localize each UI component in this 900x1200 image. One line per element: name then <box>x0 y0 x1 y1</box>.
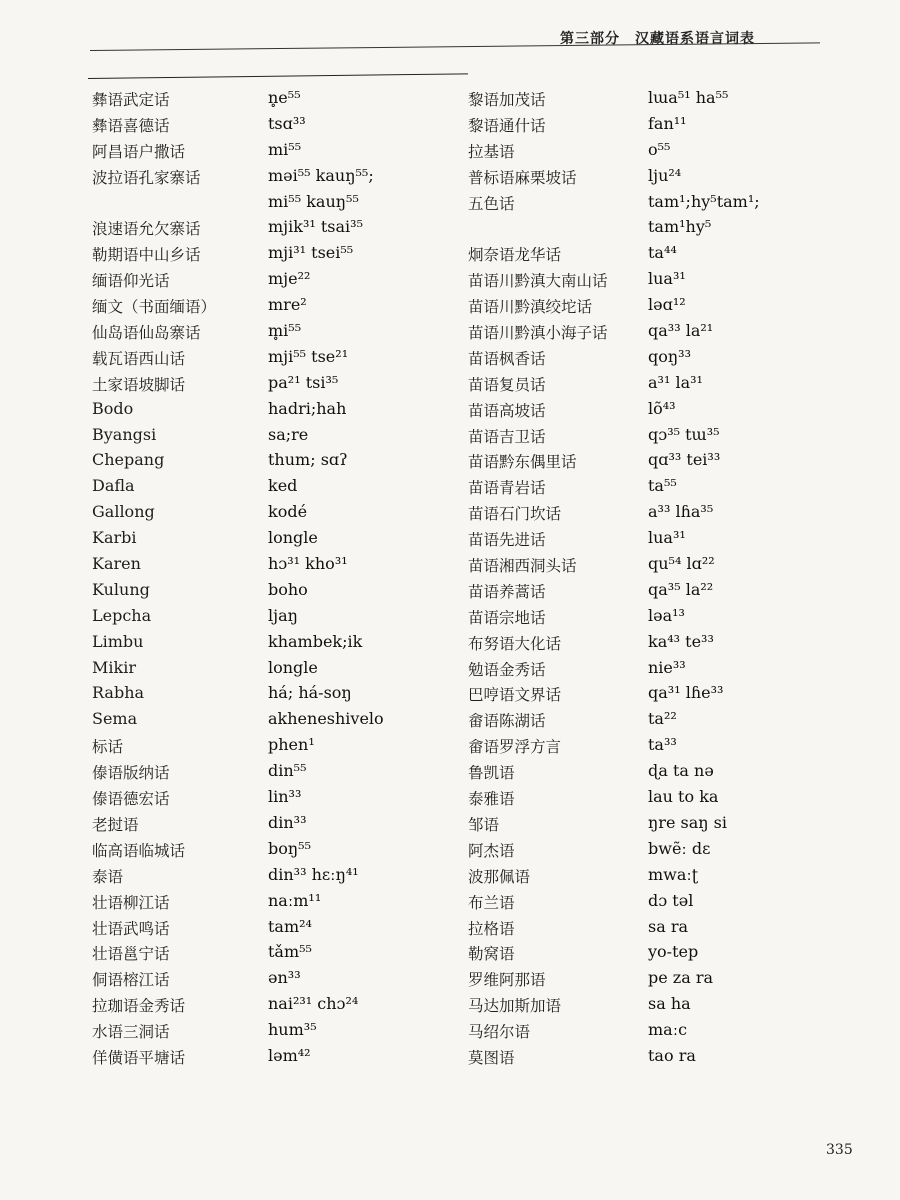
word-form: lju²⁴ <box>648 165 682 185</box>
word-list-row <box>92 114 432 140</box>
section-rule <box>88 73 468 79</box>
word-form: sa;re <box>268 424 309 444</box>
word-list-row <box>92 942 432 968</box>
word-form: qa³³ la²¹ <box>648 321 714 341</box>
word-list-row <box>92 192 432 218</box>
word-list-row <box>92 839 432 865</box>
word-form: maːc <box>648 1020 688 1040</box>
word-list-row <box>468 373 808 399</box>
word-form: ləɑ¹² <box>648 295 686 315</box>
word-list-row <box>92 373 432 399</box>
word-form: ŋre saŋ si <box>648 812 727 832</box>
word-list-row <box>468 606 808 632</box>
word-form: dɔ təl <box>648 890 694 910</box>
word-list-row <box>92 580 432 606</box>
language-name: 炯奈语龙华话 <box>468 246 562 265</box>
word-list-row <box>468 217 808 243</box>
word-form: qɑ³³ tei³³ <box>648 450 721 470</box>
language-name: 布兰语 <box>468 893 515 912</box>
word-list-row <box>468 347 808 373</box>
word-form: khambek;ik <box>268 631 363 651</box>
word-list-row <box>92 891 432 917</box>
word-list-row <box>92 425 432 451</box>
language-name: 阿杰语 <box>468 841 515 860</box>
word-list-row <box>92 528 432 554</box>
word-list-row <box>92 917 432 943</box>
word-form: mje²² <box>268 269 311 289</box>
language-name: Byangsi <box>92 424 157 444</box>
language-name: 勒窝语 <box>468 945 515 964</box>
word-form: ta²² <box>648 709 677 729</box>
word-list-row <box>92 217 432 243</box>
word-form: sa ra <box>648 916 689 936</box>
word-form: nai²³¹ chɔ²⁴ <box>268 994 359 1014</box>
word-form: thum; sɑʔ <box>268 450 348 470</box>
language-name: 壮语邕宁话 <box>92 945 170 964</box>
word-form: ked <box>268 476 298 496</box>
language-name: 苗语石门坎话 <box>468 505 562 524</box>
word-list-row <box>468 994 808 1020</box>
word-form: lau to ka <box>648 787 719 807</box>
word-form: longle <box>268 657 318 677</box>
language-name: 苗语吉卫话 <box>468 427 546 446</box>
language-name: 鲁凯语 <box>468 764 515 783</box>
word-list-row <box>92 88 432 114</box>
word-form: mre² <box>268 295 307 315</box>
language-name: 傣语德宏话 <box>92 790 170 809</box>
word-form: n̥e⁵⁵ <box>268 88 301 107</box>
word-form: lɯa⁵¹ ha⁵⁵ <box>648 88 729 107</box>
language-name: 苗语先进话 <box>468 531 546 550</box>
word-list-row <box>92 813 432 839</box>
word-form: naːm¹¹ <box>268 890 322 910</box>
word-form: tsɑ³³ <box>268 113 306 133</box>
word-list-row <box>468 658 808 684</box>
word-form: mi⁵⁵ kauŋ⁵⁵ <box>268 191 359 211</box>
word-list-row <box>468 476 808 502</box>
word-form: din³³ <box>268 812 307 832</box>
language-name: Chepang <box>92 450 165 470</box>
language-name: 苗语湘西洞头话 <box>468 557 577 576</box>
word-form: ən³³ <box>268 968 301 988</box>
word-list-row <box>92 321 432 347</box>
word-form: kodé <box>268 502 308 522</box>
word-list-row <box>468 709 808 735</box>
language-name: 缅文（书面缅语） <box>92 298 217 317</box>
language-name: 苗语高坡话 <box>468 401 546 420</box>
word-list-row <box>92 735 432 761</box>
language-name: 黎语通什话 <box>468 116 546 135</box>
language-name: 五色话 <box>468 194 515 213</box>
language-name: 普标语麻栗坡话 <box>468 168 577 187</box>
word-form: mji³¹ tsei⁵⁵ <box>268 243 354 263</box>
language-name: 彝语武定话 <box>92 91 170 109</box>
left-column <box>92 88 432 1072</box>
word-list-row <box>468 1046 808 1072</box>
language-name: Bodo <box>92 398 134 418</box>
word-form: lua³¹ <box>648 269 686 289</box>
language-name: 勒期语中山乡话 <box>92 246 201 265</box>
word-list-row <box>468 917 808 943</box>
word-list-row <box>92 450 432 476</box>
word-form: lõ⁴³ <box>648 398 676 418</box>
language-name: 罗维阿那语 <box>468 971 546 990</box>
language-name: Kulung <box>92 579 150 599</box>
word-form: məi⁵⁵ kauŋ⁵⁵; <box>268 165 374 185</box>
word-list-row <box>92 166 432 192</box>
word-form: tao ra <box>648 1045 696 1065</box>
word-form: longle <box>268 528 318 548</box>
word-form: nie³³ <box>648 657 686 677</box>
word-form: qa³¹ lɦe³³ <box>648 683 724 703</box>
running-header: 第三部分 汉藏语系语言词表 <box>560 31 755 47</box>
language-name: Karen <box>92 554 141 574</box>
word-form: ta³³ <box>648 735 677 755</box>
language-name: 泰雅语 <box>468 790 515 809</box>
language-name: 壮语武鸣话 <box>92 919 170 938</box>
word-form: lua³¹ <box>648 528 686 548</box>
word-form: fan¹¹ <box>648 113 687 133</box>
word-form: ɖa ta nə <box>648 761 714 781</box>
language-name: 苗语宗地话 <box>468 608 546 627</box>
word-form: phen¹ <box>268 735 315 755</box>
language-name: 仙岛语仙岛寨话 <box>92 324 201 343</box>
word-form: hɔ³¹ kho³¹ <box>268 554 348 574</box>
word-form: akheneshivelo <box>268 709 384 729</box>
word-list-row <box>468 683 808 709</box>
language-name: 苗语川黔滇小海子话 <box>468 324 608 343</box>
word-list-row <box>468 968 808 994</box>
word-list-row <box>468 891 808 917</box>
word-form: ta⁵⁵ <box>648 476 677 496</box>
language-name: 苗语川黔滇大南山话 <box>468 272 608 291</box>
word-list-row <box>468 295 808 321</box>
word-list-row <box>92 787 432 813</box>
word-list-row <box>92 347 432 373</box>
language-name: 苗语青岩话 <box>468 479 546 498</box>
language-name: 傣语版纳话 <box>92 764 170 783</box>
word-form: tǎm⁵⁵ <box>268 942 312 962</box>
word-form: tam²⁴ <box>268 916 312 936</box>
word-list-row <box>468 865 808 891</box>
language-name: 马达加斯加语 <box>468 997 562 1016</box>
word-list-row <box>468 554 808 580</box>
word-form: sa ha <box>648 994 691 1014</box>
word-list-row <box>92 658 432 684</box>
language-name: 拉格语 <box>468 919 515 938</box>
word-form: ləa¹³ <box>648 605 685 625</box>
word-list-row <box>468 632 808 658</box>
word-list-row <box>92 761 432 787</box>
word-list-row <box>92 1046 432 1072</box>
word-list-row <box>468 942 808 968</box>
language-name: 临高语临城话 <box>92 841 186 860</box>
word-form: qa³⁵ la²² <box>648 579 714 599</box>
word-form: ka⁴³ te³³ <box>648 631 714 651</box>
language-name: 苗语枫香话 <box>468 349 546 368</box>
language-name: Karbi <box>92 528 137 548</box>
word-list-row <box>92 140 432 166</box>
word-form: mi⁵⁵ <box>268 139 302 159</box>
word-form: lin³³ <box>268 787 302 807</box>
language-name: 马绍尔语 <box>468 1023 531 1042</box>
word-form: boho <box>268 579 308 599</box>
word-list-row <box>468 399 808 425</box>
word-list-row <box>92 632 432 658</box>
word-list-row <box>468 243 808 269</box>
word-list-row <box>468 1020 808 1046</box>
word-form: a³¹ la³¹ <box>648 372 703 392</box>
word-form: mwaːʈ <box>648 864 699 884</box>
word-form: ljaŋ <box>268 605 298 625</box>
word-list-row <box>92 1020 432 1046</box>
word-form: ta⁴⁴ <box>648 243 677 263</box>
word-list-row <box>468 192 808 218</box>
word-list-row <box>468 321 808 347</box>
word-form: qɔ³⁵ tɯ³⁵ <box>648 424 720 444</box>
right-column <box>468 88 808 1072</box>
language-name: 波那佩语 <box>468 867 531 886</box>
word-form: tam¹hy⁵ <box>648 217 712 237</box>
word-list-row <box>468 787 808 813</box>
word-list-row <box>92 295 432 321</box>
word-list-row <box>92 606 432 632</box>
word-list-row <box>92 683 432 709</box>
language-name: 邹语 <box>468 815 500 834</box>
word-form: qu⁵⁴ lɑ²² <box>648 554 715 574</box>
word-list-row <box>92 994 432 1020</box>
language-name: Gallong <box>92 502 155 522</box>
language-name: 标话 <box>92 738 124 757</box>
word-list-row <box>468 88 808 114</box>
word-list-row <box>92 243 432 269</box>
word-form: boŋ⁵⁵ <box>268 838 312 858</box>
language-name: 苗语复员话 <box>468 375 546 394</box>
language-name: 壮语柳江话 <box>92 893 170 912</box>
language-name: 波拉语孔家寨话 <box>92 168 201 187</box>
word-list-row <box>468 425 808 451</box>
word-form: din⁵⁵ <box>268 761 307 781</box>
language-name: Lepcha <box>92 605 152 625</box>
word-list-row <box>92 476 432 502</box>
word-form: a³³ lɦa³⁵ <box>648 502 714 522</box>
word-list-row <box>92 399 432 425</box>
page-number: 335 <box>826 1142 853 1158</box>
word-form: hadri;hah <box>268 398 347 418</box>
language-name: Limbu <box>92 631 144 651</box>
language-name: 拉基语 <box>468 142 515 161</box>
language-name: 佯僙语平塘话 <box>92 1048 186 1067</box>
word-list-row <box>468 839 808 865</box>
word-list-row <box>92 865 432 891</box>
word-list-row <box>468 114 808 140</box>
language-name: 阿昌语户撒话 <box>92 142 186 161</box>
word-form: hum³⁵ <box>268 1020 317 1040</box>
language-name: 侗语榕江话 <box>92 971 170 990</box>
language-name: 缅语仰光话 <box>92 272 170 291</box>
language-name: 苗语黔东偶里话 <box>468 453 577 472</box>
word-list-row <box>92 968 432 994</box>
word-form: pe za ra <box>648 968 714 988</box>
language-name: 拉珈语金秀话 <box>92 997 186 1016</box>
word-list-row <box>92 502 432 528</box>
word-form: din³³ hɛːŋ⁴¹ <box>268 864 359 884</box>
language-name: 载瓦语西山话 <box>92 349 186 368</box>
language-name: 黎语加茂话 <box>468 91 546 109</box>
word-form: o⁵⁵ <box>648 139 671 159</box>
language-name: Dafla <box>92 476 135 496</box>
language-name: Rabha <box>92 683 145 703</box>
language-name: 苗语川黔滇绞坨话 <box>468 298 593 317</box>
word-list-row <box>92 709 432 735</box>
word-list-row <box>468 140 808 166</box>
language-name: 水语三洞话 <box>92 1023 170 1042</box>
word-list-row <box>468 269 808 295</box>
word-form: pa²¹ tsi³⁵ <box>268 372 339 392</box>
language-name: Mikir <box>92 657 136 677</box>
language-name: 苗语养蒿话 <box>468 582 546 601</box>
language-name: 畲语罗浮方言 <box>468 738 562 757</box>
language-name: 莫图语 <box>468 1048 515 1067</box>
word-form: mjik³¹ tsai³⁵ <box>268 217 363 237</box>
language-name: 泰语 <box>92 867 124 886</box>
word-list-row <box>468 580 808 606</box>
word-form: yo-tep <box>648 942 699 962</box>
language-name: 浪速语允欠寨话 <box>92 220 201 239</box>
word-list-row <box>468 528 808 554</box>
word-list-row <box>468 813 808 839</box>
word-form: m̥i⁵⁵ <box>268 321 302 341</box>
word-form: ləm⁴² <box>268 1045 311 1065</box>
language-name: Sema <box>92 709 138 729</box>
language-name: 彝语喜德话 <box>92 116 170 135</box>
word-form: há; há-soŋ <box>268 683 352 703</box>
word-list-row <box>468 502 808 528</box>
word-form: tam¹;hy⁵tam¹; <box>648 191 760 211</box>
language-name: 老挝语 <box>92 815 139 834</box>
word-form: mji⁵⁵ tse²¹ <box>268 346 349 366</box>
language-name: 布努语大化话 <box>468 634 562 653</box>
word-list-row <box>468 761 808 787</box>
word-list-row <box>468 166 808 192</box>
word-list-row <box>468 450 808 476</box>
word-list-row <box>468 735 808 761</box>
language-name: 畲语陈湖话 <box>468 712 546 731</box>
language-name: 巴哼语文界话 <box>468 686 562 705</box>
word-list-row <box>92 554 432 580</box>
language-name: 土家语坡脚话 <box>92 375 186 394</box>
word-form: bwẽː dɛ <box>648 838 711 858</box>
word-form: qoŋ³³ <box>648 346 692 366</box>
word-list-row <box>92 269 432 295</box>
language-name: 勉语金秀话 <box>468 660 546 679</box>
